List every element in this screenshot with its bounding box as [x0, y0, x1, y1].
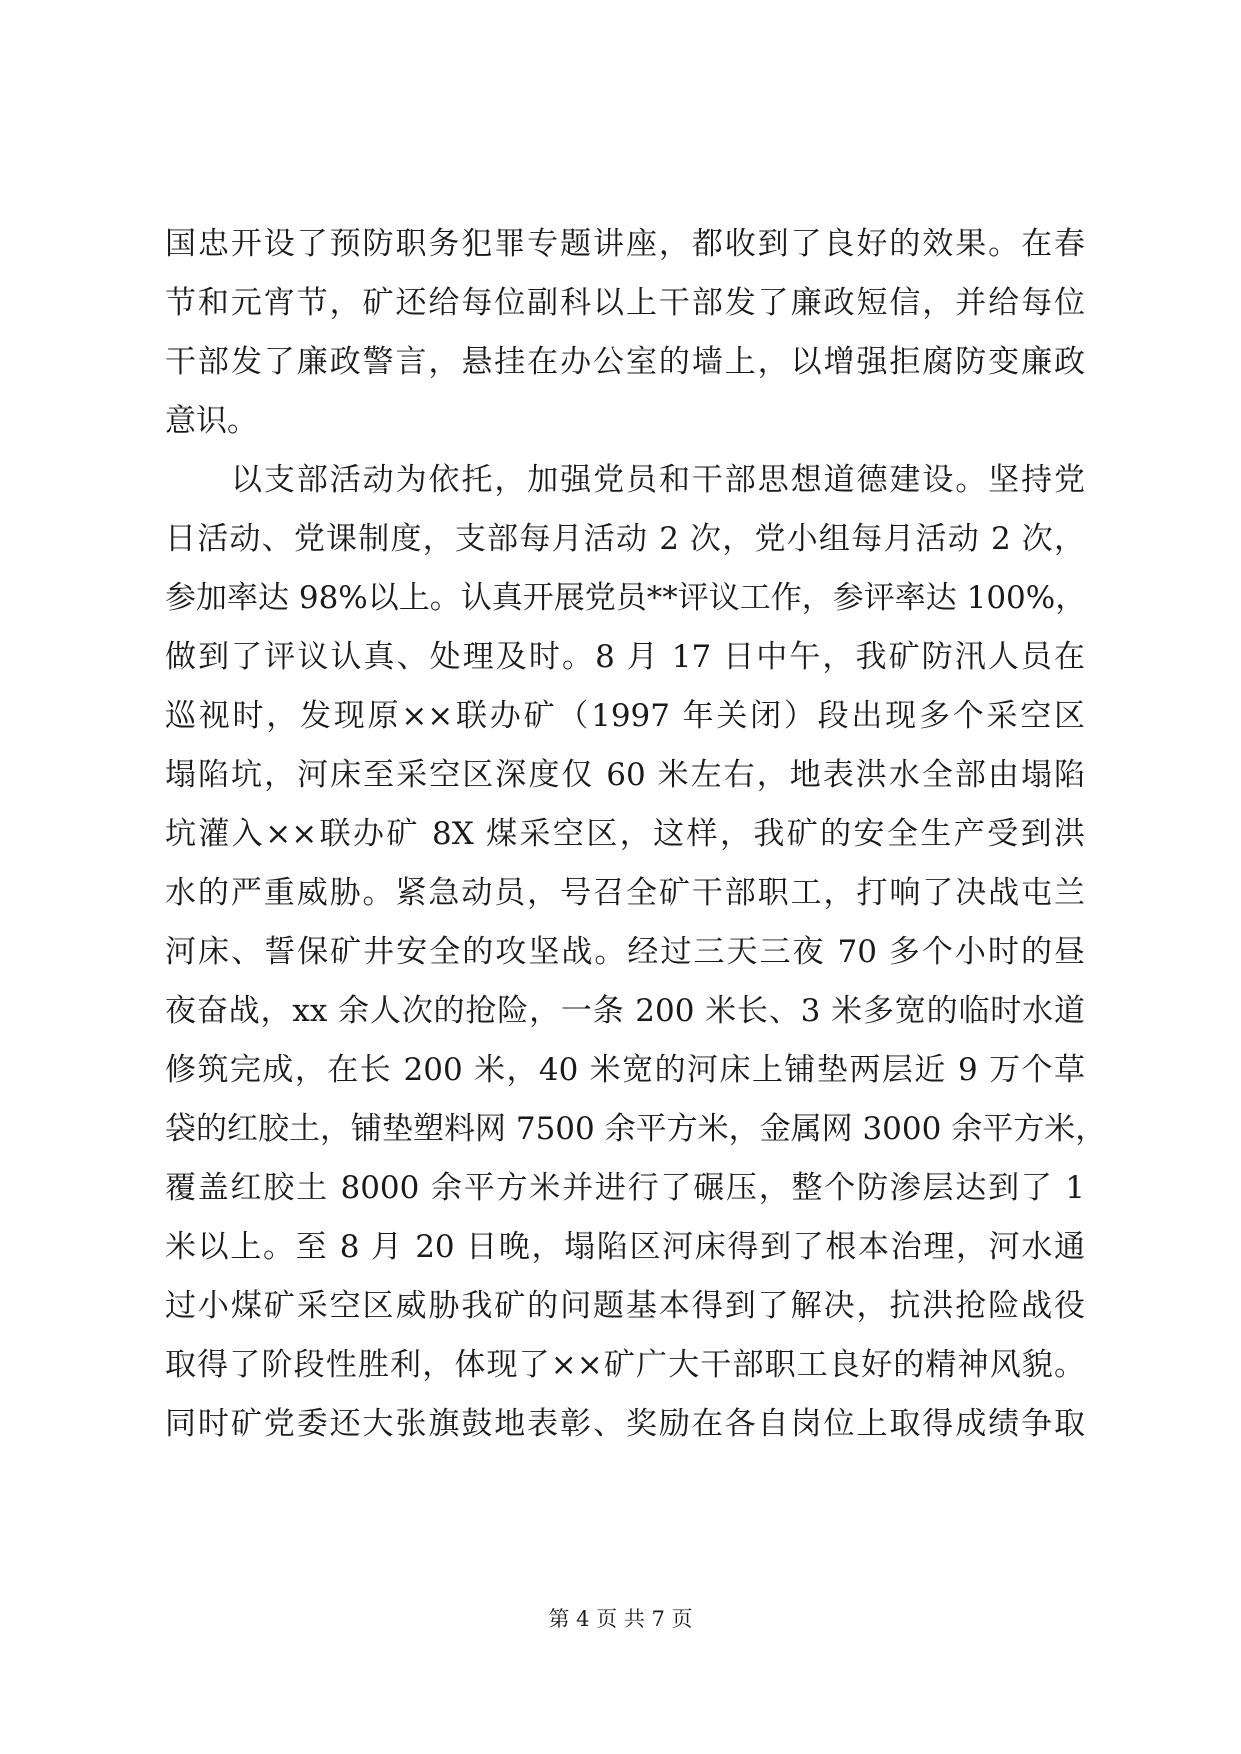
text-line: 参加率达 98%以上。认真开展党员**评议工作，参评率达 100%，: [165, 580, 1087, 616]
paragraph-first-line: 以支部活动为依托，加强党员和干部思想道德建设。坚持党: [231, 462, 1085, 498]
text-line: 河床、誓保矿井安全的攻坚战。经过三天三夜 70 多个小时的昼: [165, 934, 1085, 970]
text-line: 水的严重威胁。紧急动员，号召全矿干部职工，打响了决战屯兰: [165, 875, 1085, 911]
text-line: 夜奋战，xx 余人次的抢险，一条 200 米长、3 米多宽的临时水道: [165, 993, 1085, 1029]
text-line: 袋的红胶土，铺垫塑料网 7500 余平方米，金属网 3000 余平方米，: [165, 1111, 1107, 1147]
page-number-footer: 第 4 页 共 7 页: [548, 1607, 693, 1631]
text-line: 国忠开设了预防职务犯罪专题讲座，都收到了良好的效果。在春: [165, 226, 1085, 262]
text-line: 巡视时，发现原××联办矿（1997 年关闭）段出现多个采空区: [165, 698, 1085, 734]
text-line: 修筑完成，在长 200 米，40 米宽的河床上铺垫两层近 9 万个草: [165, 1052, 1085, 1088]
text-line: 取得了阶段性胜利，体现了××矿广大干部职工良好的精神风貌。: [165, 1347, 1085, 1383]
text-line: 坑灌入××联办矿 8X 煤采空区，这样，我矿的安全生产受到洪: [165, 816, 1085, 852]
text-line: 节和元宵节，矿还给每位副科以上干部发了廉政短信，并给每位: [165, 285, 1085, 321]
text-line: 日活动、党课制度，支部每月活动 2 次，党小组每月活动 2 次，: [165, 521, 1085, 557]
text-line: 米以上。至 8 月 20 日晚，塌陷区河床得到了根本治理，河水通: [165, 1229, 1085, 1265]
text-line: 塌陷坑，河床至采空区深度仅 60 米左右，地表洪水全部由塌陷: [165, 757, 1085, 793]
text-line: 同时矿党委还大张旗鼓地表彰、奖励在各自岗位上取得成绩争取: [165, 1406, 1085, 1442]
text-line: 干部发了廉政警言，悬挂在办公室的墙上，以增强拒腐防变廉政: [165, 344, 1085, 380]
text-line: 覆盖红胶土 8000 余平方米并进行了碾压，整个防渗层达到了 1: [165, 1170, 1085, 1206]
text-line: 做到了评议认真、处理及时。8 月 17 日中午，我矿防汛人员在: [165, 639, 1085, 675]
text-line: 过小煤矿采空区威胁我矿的问题基本得到了解决，抗洪抢险战役: [165, 1288, 1085, 1324]
text-line: 意识。: [165, 403, 258, 439]
